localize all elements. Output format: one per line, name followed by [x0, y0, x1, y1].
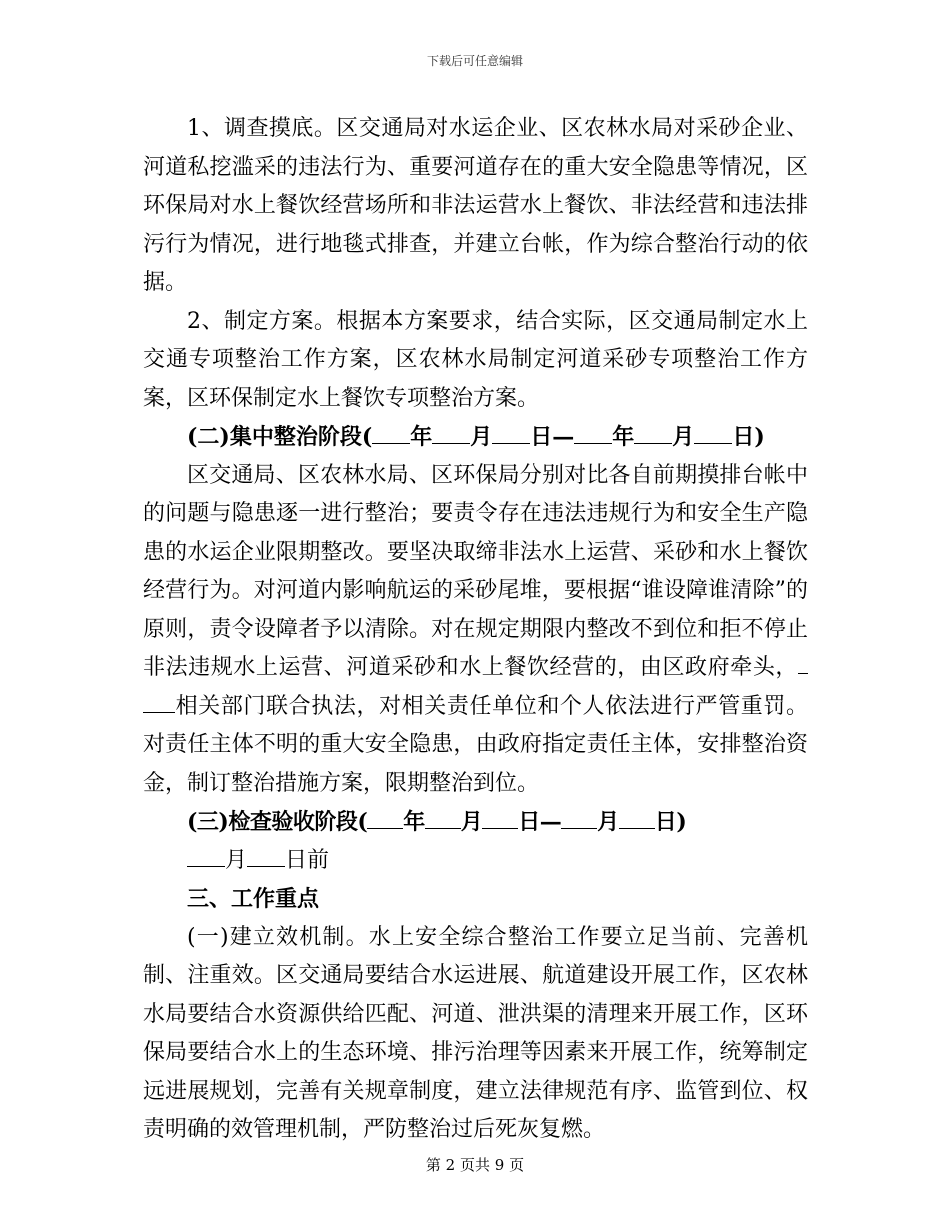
blank-field	[143, 692, 175, 713]
paragraph-rectification: 区交通局、区农林水局、区环保局分别对比各自前期摸排台帐中的问题与隐患逐一进行整治；要责令存在违法违规行为和安全生产隐患的水运企业限期整改。要坚决取缔非法水上运营、采砂和水上餐饮经营行为。对河道内影响航运的采砂尾堆，要根据“谁设障谁清除”的原则，责令设障者予以清除。对在规定期限内整改不到位和拒不停止非法违规水上运营、河道采砂和水上餐饮经营的，由区政府牵头，相关部门联合执法，对相关责任单位和个人依法进行严管重罚。对责任主体不明的重大安全隐患，由政府指定责任主体，安排整治资金，制订整治措施方案，限期整治到位。	[143, 462, 808, 796]
blank-field	[372, 423, 410, 444]
deadline-line: 月 日前	[143, 842, 808, 881]
paragraph-mechanism: (一)建立效机制。水上安全综合整治工作要立足当前、完善机制、注重效。区交通局要结合水运进展、航道建设开展工作，区农林水局要结合水资源供给匹配、河道、泄洪渠的清理来开展工作，区环保局要结合水上的生态环境、排污治理等因素来开展工作，统筹制定远进展规划，完善有关规章制度，建立法律规范有序、监管到位、权责明确的效管理机制，严防整治过后死灰复燃。	[143, 924, 808, 1142]
paragraph-survey: 1、调查摸底。区交通局对水运企业、区农林水局对采砂企业、河道私挖滥采的违法行为、重要河道存在的重大安全隐患等情况，区环保局对水上餐饮经营场所和非法运营水上餐饮、非法经营和违法排污行为情况，进行地毯式排查，并建立台帐，作为综合整治行动的依据。	[143, 116, 808, 295]
blank-field	[367, 808, 403, 829]
blank-field	[482, 808, 518, 829]
section-title-work-focus: 三、工作重点	[187, 886, 320, 912]
document-body	[143, 110, 808, 1150]
blank-field	[634, 423, 672, 444]
blank-field	[432, 423, 470, 444]
blank-field	[798, 653, 808, 674]
heading-centralized-phase: (二)集中整治阶段( 年 月 日— 年 月 日)	[187, 424, 765, 450]
blank-field	[187, 846, 225, 867]
blank-field	[247, 846, 285, 867]
heading-inspection-phase: (三)检查验收阶段( 年 月 日— 月 日)	[187, 809, 687, 835]
paragraph-plan: 2、制定方案。根据本方案要求，结合实际，区交通局制定水上交通专项整治工作方案，区农林水局制定河道采砂专项整治工作方案，区环保制定水上餐饮专项整治方案。	[143, 308, 808, 411]
blank-field	[574, 423, 612, 444]
blank-field	[425, 808, 461, 829]
blank-field	[561, 808, 597, 829]
page-header: 下载后可任意编辑	[426, 54, 523, 68]
blank-field	[619, 808, 655, 829]
blank-field	[492, 423, 530, 444]
blank-field	[694, 423, 732, 444]
page-number: 第 2 页共 9 页	[425, 1156, 525, 1174]
heading-prefix: (三)检查验收阶段(	[187, 809, 368, 835]
heading-prefix: (二)集中整治阶段(	[187, 424, 373, 450]
